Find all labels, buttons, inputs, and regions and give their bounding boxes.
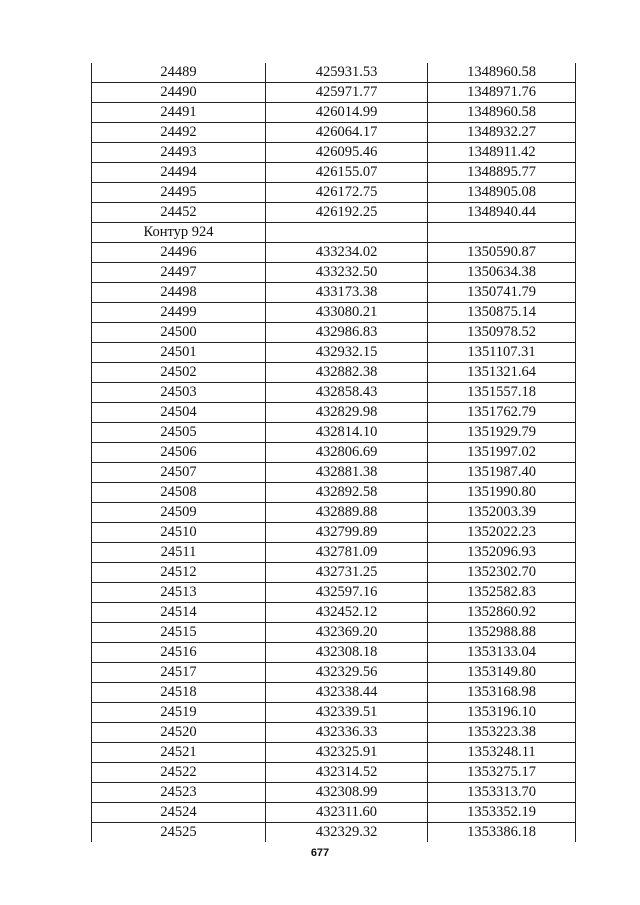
x-coordinate-cell: 432311.60	[266, 803, 428, 823]
y-coordinate-cell: 1353149.80	[428, 663, 576, 683]
y-coordinate-cell: 1353352.19	[428, 803, 576, 823]
table-row	[92, 343, 576, 363]
x-coordinate-cell: 426014.99	[266, 103, 428, 123]
x-coordinate-cell: 433232.50	[266, 263, 428, 283]
x-coordinate-cell: 426095.46	[266, 143, 428, 163]
group-label: Контур 924	[92, 223, 266, 243]
y-coordinate-cell: 1350875.14	[428, 303, 576, 323]
y-coordinate-cell: 1353196.10	[428, 703, 576, 723]
table-row	[92, 623, 576, 643]
y-coordinate-cell: 1352096.93	[428, 543, 576, 563]
x-coordinate-cell: 432892.58	[266, 483, 428, 503]
y-coordinate-cell: 1353386.18	[428, 823, 576, 843]
point-number-cell: 24512	[92, 563, 266, 583]
y-coordinate-cell: 1348932.27	[428, 123, 576, 143]
point-number-cell: 24503	[92, 383, 266, 403]
point-number-cell: 24509	[92, 503, 266, 523]
x-coordinate-cell: 426172.75	[266, 183, 428, 203]
y-coordinate-cell: 1353133.04	[428, 643, 576, 663]
x-coordinate-cell: 432882.38	[266, 363, 428, 383]
x-coordinate-cell: 432781.09	[266, 543, 428, 563]
x-coordinate-cell: 432806.69	[266, 443, 428, 463]
point-number-cell: 24517	[92, 663, 266, 683]
table-row	[92, 743, 576, 763]
y-coordinate-cell: 1353223.38	[428, 723, 576, 743]
page-number: 677	[310, 847, 330, 859]
table-row	[92, 663, 576, 683]
y-coordinate-cell: 1348960.58	[428, 103, 576, 123]
y-coordinate-cell: 1353313.70	[428, 783, 576, 803]
table-row	[92, 63, 576, 83]
table-row	[92, 183, 576, 203]
x-coordinate-cell: 432308.18	[266, 643, 428, 663]
y-coordinate-cell: 1351929.79	[428, 423, 576, 443]
table-row	[92, 323, 576, 343]
point-number-cell: 24514	[92, 603, 266, 623]
y-coordinate-cell: 1348911.42	[428, 143, 576, 163]
point-number-cell: 24513	[92, 583, 266, 603]
y-coordinate-cell: 1350590.87	[428, 243, 576, 263]
table-row	[92, 783, 576, 803]
x-coordinate-cell: 432597.16	[266, 583, 428, 603]
x-coordinate-cell: 432881.38	[266, 463, 428, 483]
y-coordinate-cell: 1348905.08	[428, 183, 576, 203]
table-row	[92, 163, 576, 183]
point-number-cell: 24497	[92, 263, 266, 283]
y-coordinate-cell: 1351987.40	[428, 463, 576, 483]
x-coordinate-cell: 432731.25	[266, 563, 428, 583]
point-number-cell: 24505	[92, 423, 266, 443]
x-coordinate-cell: 432325.91	[266, 743, 428, 763]
y-coordinate-cell: 1353275.17	[428, 763, 576, 783]
table-row	[92, 463, 576, 483]
group-header-row	[92, 223, 576, 243]
point-number-cell: 24522	[92, 763, 266, 783]
y-coordinate-cell: 1353248.11	[428, 743, 576, 763]
table-row	[92, 583, 576, 603]
y-coordinate-cell: 1351107.31	[428, 343, 576, 363]
point-number-cell: 24520	[92, 723, 266, 743]
x-coordinate-cell: 426192.25	[266, 203, 428, 223]
point-number-cell: 24498	[92, 283, 266, 303]
table-row	[92, 423, 576, 443]
table-row	[92, 523, 576, 543]
point-number-cell: 24495	[92, 183, 266, 203]
y-coordinate-cell: 1350978.52	[428, 323, 576, 343]
table-row	[92, 443, 576, 463]
table-row	[92, 363, 576, 383]
point-number-cell: 24496	[92, 243, 266, 263]
y-coordinate-cell: 1352988.88	[428, 623, 576, 643]
y-coordinate-cell: 1352582.83	[428, 583, 576, 603]
table-row	[92, 83, 576, 103]
table-row	[92, 403, 576, 423]
point-number-cell: 24515	[92, 623, 266, 643]
point-number-cell: 24508	[92, 483, 266, 503]
x-coordinate-cell: 432339.51	[266, 703, 428, 723]
point-number-cell: 24494	[92, 163, 266, 183]
x-coordinate-cell: 426155.07	[266, 163, 428, 183]
point-number-cell: 24501	[92, 343, 266, 363]
point-number-cell: 24518	[92, 683, 266, 703]
x-coordinate-cell: 432308.99	[266, 783, 428, 803]
table-row	[92, 563, 576, 583]
point-number-cell: 24510	[92, 523, 266, 543]
point-number-cell: 24521	[92, 743, 266, 763]
table-row	[92, 543, 576, 563]
y-coordinate-cell: 1348940.44	[428, 203, 576, 223]
point-number-cell: 24511	[92, 543, 266, 563]
table-row	[92, 303, 576, 323]
point-number-cell: 24519	[92, 703, 266, 723]
y-coordinate-cell: 1351990.80	[428, 483, 576, 503]
point-number-cell: 24502	[92, 363, 266, 383]
y-coordinate-cell: 1351762.79	[428, 403, 576, 423]
y-coordinate-cell: 1352022.23	[428, 523, 576, 543]
table-row	[92, 763, 576, 783]
x-coordinate-cell: 432814.10	[266, 423, 428, 443]
y-coordinate-cell: 1352302.70	[428, 563, 576, 583]
table-row	[92, 383, 576, 403]
x-coordinate-cell: 433173.38	[266, 283, 428, 303]
point-number-cell: 24500	[92, 323, 266, 343]
table-row	[92, 143, 576, 163]
y-coordinate-cell: 1352860.92	[428, 603, 576, 623]
x-coordinate-cell: 432986.83	[266, 323, 428, 343]
point-number-cell: 24507	[92, 463, 266, 483]
x-coordinate-cell: 433080.21	[266, 303, 428, 323]
y-coordinate-cell: 1348971.76	[428, 83, 576, 103]
point-number-cell: 24504	[92, 403, 266, 423]
point-number-cell: 24525	[92, 823, 266, 843]
x-coordinate-cell: 432336.33	[266, 723, 428, 743]
x-coordinate-cell: 432829.98	[266, 403, 428, 423]
point-number-cell: 24524	[92, 803, 266, 823]
point-number-cell: 24523	[92, 783, 266, 803]
point-number-cell: 24491	[92, 103, 266, 123]
table-row	[92, 503, 576, 523]
point-number-cell: 24493	[92, 143, 266, 163]
point-number-cell: 24452	[92, 203, 266, 223]
x-coordinate-cell: 433234.02	[266, 243, 428, 263]
coordinates-table-body	[92, 63, 576, 842]
table-row	[92, 643, 576, 663]
y-coordinate-cell: 1353168.98	[428, 683, 576, 703]
y-coordinate-cell: 1348960.58	[428, 63, 576, 83]
table-row	[92, 203, 576, 223]
table-row	[92, 823, 576, 843]
x-coordinate-cell: 432858.43	[266, 383, 428, 403]
x-coordinate-cell: 432329.32	[266, 823, 428, 843]
empty-cell	[266, 223, 428, 243]
table-row	[92, 683, 576, 703]
table-row	[92, 103, 576, 123]
table-row	[92, 123, 576, 143]
y-coordinate-cell: 1351557.18	[428, 383, 576, 403]
x-coordinate-cell: 432314.52	[266, 763, 428, 783]
x-coordinate-cell: 425931.53	[266, 63, 428, 83]
x-coordinate-cell: 432889.88	[266, 503, 428, 523]
point-number-cell: 24490	[92, 83, 266, 103]
table-row	[92, 803, 576, 823]
point-number-cell: 24516	[92, 643, 266, 663]
x-coordinate-cell: 432338.44	[266, 683, 428, 703]
point-number-cell: 24499	[92, 303, 266, 323]
x-coordinate-cell: 426064.17	[266, 123, 428, 143]
table-row	[92, 603, 576, 623]
x-coordinate-cell: 432369.20	[266, 623, 428, 643]
y-coordinate-cell: 1350741.79	[428, 283, 576, 303]
table-row	[92, 723, 576, 743]
point-number-cell: 24489	[92, 63, 266, 83]
y-coordinate-cell: 1351997.02	[428, 443, 576, 463]
y-coordinate-cell: 1350634.38	[428, 263, 576, 283]
x-coordinate-cell: 432329.56	[266, 663, 428, 683]
x-coordinate-cell: 432799.89	[266, 523, 428, 543]
y-coordinate-cell: 1348895.77	[428, 163, 576, 183]
x-coordinate-cell: 432932.15	[266, 343, 428, 363]
table-row	[92, 283, 576, 303]
point-number-cell: 24492	[92, 123, 266, 143]
table-row	[92, 263, 576, 283]
empty-cell	[428, 223, 576, 243]
y-coordinate-cell: 1351321.64	[428, 363, 576, 383]
x-coordinate-cell: 425971.77	[266, 83, 428, 103]
table-row	[92, 243, 576, 263]
coordinates-table	[91, 63, 576, 842]
table-row	[92, 483, 576, 503]
y-coordinate-cell: 1352003.39	[428, 503, 576, 523]
point-number-cell: 24506	[92, 443, 266, 463]
table-row	[92, 703, 576, 723]
x-coordinate-cell: 432452.12	[266, 603, 428, 623]
